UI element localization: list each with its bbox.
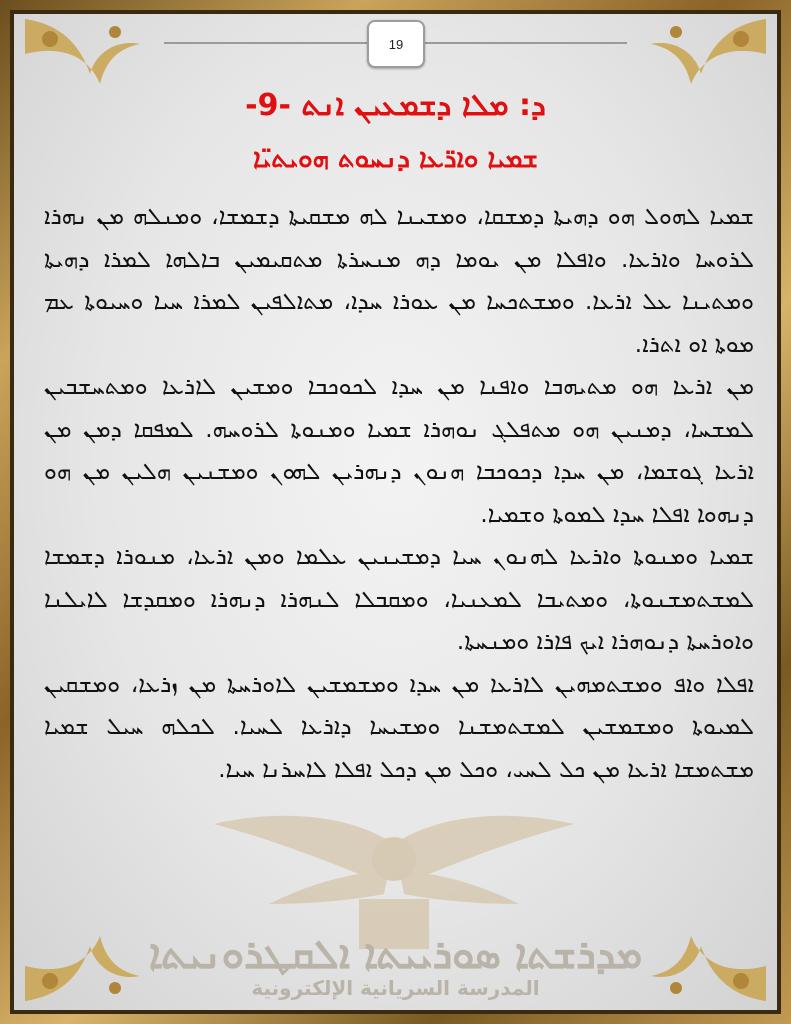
watermark-syriac-text: ܡܕܪܫܬܐ ܣܘܪܝܝܬܐ ܐܠܩܛܪܘܢܝܬܐ bbox=[148, 932, 643, 978]
body-text bbox=[44, 196, 754, 791]
page-number: 19 bbox=[367, 20, 425, 68]
paragraph: ܐܦܠܐ ܘܐܦ ܘܡܫܬܡܗܝܢ ܠܐܪܥܐ ܡܢ ܚܕܐ ܘܡܫܡܫܝܢ ܠܐܘܪܚܬܐ ܡܢ ܙܪܥܐ، ܘܡܫܩܝܢ ܠܡܝܘܬܐ ܘܡܫܡܫܝܢ ܠܡܫܬܡܫܢܐ ܘܡܫܝܚܐ ܕܐܪܥܐ ܠܚܝܐ. ܠܟܠܗ ܚܝܠ ܫܡܝܐ ܡܫܬܡܫܐ ܐܪܥܐ ܡܢ ܟܠ ܠܚܝ، ܘܟܠ ܡܢ ܕܟܠ ܐܦܠܐ ܠܐܚܪܢܐ ܚܝܐ. bbox=[44, 671, 754, 783]
paragraph: ܡܢ ܐܪܥܐ ܗܘ ܡܬܝܗܒܐ ܘܐܦܢܐ ܡܢ ܚܕܐ ܠܟܘܟܒܐ ܘܡܫܝܢ ܠܐܪܥܐ ܘܡܬܚܫܒܝܢ ܠܡܫܚܐ، ܕܡܢܝܢ ܗܘ ܡܬܦܠܓ ܢܘܗܪܐ ܫܡܝܐ ܘܡܢܘܬܐ ܠܪܘܚܗ. ܠܡܦܩܐ ܕܡܢ ܡܢ ܐܪܥܐ ܓܘܫܡܐ، ܡܢ ܚܕܐ ܕܟܘܟܒܐ ܗܢܘܢ ܕܢܗܪܝܢ ܠܗܘܢ ܘܡܫܢܝܢ ܗܠܝܢ ܡܢ ܗܘ ܕܢܗܘܐ ܐܦܠܐ ܚܕܐ ܠܡܘܬܐ ܘܫܡܝܐ. bbox=[44, 374, 754, 528]
paragraph: ܫܡܝܐ ܘܡܢܘܬܐ ܘܐܪܥܐ ܠܗܢܘܢ ܚܝܐ ܕܡܫܝܢܝܢ ܥܠܡܐ ܘܡܢ ܐܪܥܐ، ܡܢܘܪܐ ܕܫܡܫܐ ܠܡܫܬܡܫܢܘܬܐ، ܘܡܬܝܒܐ ܠܡܥܢܝܐ، ܘܡܩܒܠܐ ܠܢܗܪܐ ܕܢܗܪܐ ܘܡܩܕܫܐ ܠܐܝܠܢܐ ܘܐܘܪܚܬܐ ܕܢܘܗܪܐ ܐܝܟ ܦܐܪܐ ܘܡܢܚܬܐ. bbox=[44, 544, 754, 655]
paragraph: ܫܡܝܐ ܠܗܘܠ ܗܘ ܕܗܝܬܐ ܕܡܫܩܐ، ܘܡܫܝܢܐ ܠܗ ܡܫܩܝܬܐ ܕܫܡܫܐ، ܘܡܢܠܗ ܡܢ ܢܗܪܐ ܠܪܘܚܐ ܘܐܪܥܐ. ܘܐܦܠܐ ܡܢ ܝܘܡܐ ܕܗ ܡܢܚܪܬܐ ܡܬܩܝܡܝܢ ܒܐܠܗܐ ܠܡܪܐ ܕܗܝܬܐ ܘܡܬܝܢܐ ܥܠ ܐܪܥܐ. ܘܡܫܬܟܚܐ ܡܢ ܥܘܪܐ ܚܕܐ، ܡܬܐܠܦܝܢ ܠܡܪܐ ܚܝܐ ܘܚܝܘܬܐ ܥܡ ܡܘܬܐ ܐܘ ܐܬܪܐ. bbox=[44, 204, 754, 358]
lesson-title: -9- ܕ: ܡܠܐ ܕܫܡܥܝܢ ܐܢܬ bbox=[245, 88, 546, 123]
watermark-arabic-text: المدرسة السريانية الإلكترونية bbox=[251, 976, 540, 1000]
lesson-subtitle: ܫܡܝܐ ܘܐܪ̈ܥܐ ܕܢܚܘܬ ܗܘܝܬܝ̈ܐ bbox=[253, 144, 538, 174]
header-rule-right bbox=[422, 42, 627, 44]
document-page bbox=[14, 14, 777, 1010]
header-rule-left bbox=[164, 42, 368, 44]
